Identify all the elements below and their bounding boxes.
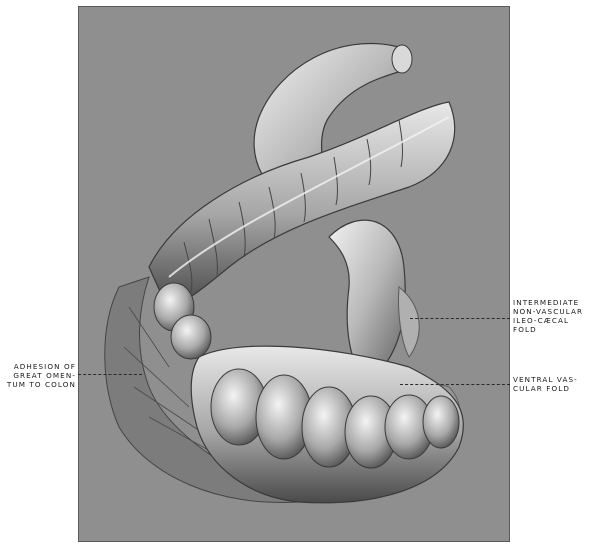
intestine-illustration — [79, 7, 511, 543]
intermediate-fold-label-line: ILEO-CÆCAL — [513, 316, 570, 325]
intermediate-fold-label — [513, 298, 583, 334]
adhesion-label-line: TUM TO COLON — [6, 380, 76, 389]
ventral-fold-label — [513, 375, 578, 393]
intermediate-fold — [398, 287, 419, 357]
ventral-fold-leader-line — [400, 384, 510, 385]
intermediate-fold-leader-line — [410, 318, 510, 319]
ventral-fold-label-line: VENTRAL VAS- — [513, 375, 578, 384]
ventral-fold-label-line: CULAR FOLD — [513, 384, 570, 393]
intermediate-fold-label-line: NON-VASCULAR — [513, 307, 584, 316]
anatomical-photo-plate — [78, 6, 510, 542]
adhesion-label-line: ADHESION OF — [13, 362, 76, 371]
intermediate-fold-label-line: FOLD — [513, 325, 537, 334]
adhesion-label-line: GREAT OMEN- — [13, 371, 76, 380]
adhesion-label — [2, 362, 76, 389]
adhesion-leader-line — [78, 374, 142, 375]
intermediate-fold-label-line: INTERMEDIATE — [513, 298, 580, 307]
